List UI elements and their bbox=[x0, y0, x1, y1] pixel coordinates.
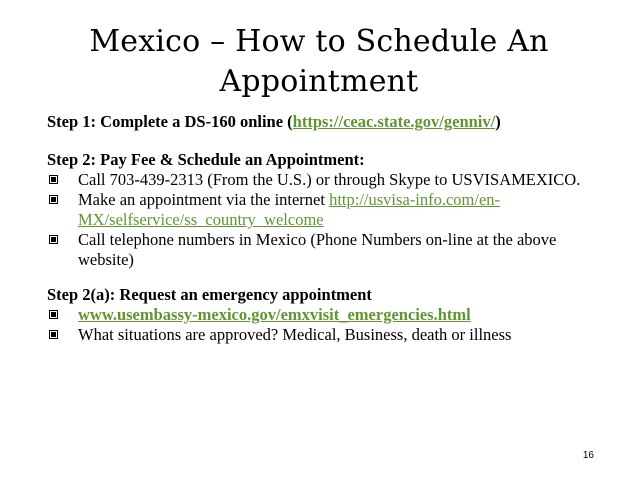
list-item bbox=[47, 230, 612, 270]
bullet-text: Call 703-439-2313 (From the U.S.) or through Skype to USVISAMEXICO. bbox=[78, 170, 581, 189]
bullet-text: Make an appointment via the internet bbox=[78, 190, 330, 209]
page-number: 16 bbox=[582, 450, 594, 461]
bullet-text-with-link bbox=[78, 190, 612, 230]
step-2-list bbox=[47, 170, 612, 270]
slide-title bbox=[60, 22, 578, 102]
slide-body bbox=[47, 112, 612, 345]
step-1-suffix: ) bbox=[495, 112, 501, 131]
list-item bbox=[47, 190, 612, 230]
square-bullet-icon bbox=[49, 175, 58, 184]
step-2a-list bbox=[47, 305, 612, 345]
step-1-prefix: Step 1: Complete a DS-160 online ( bbox=[47, 112, 293, 131]
list-item bbox=[47, 305, 612, 325]
square-bullet-icon bbox=[49, 235, 58, 244]
usvisa-info-link[interactable]: http://usvisa-info.com/en-MX/selfservice/ss_country_welcome bbox=[78, 190, 501, 229]
square-bullet-icon bbox=[49, 310, 58, 319]
title-line-2: Appointment bbox=[219, 64, 419, 99]
emergency-link[interactable]: www.usembassy-mexico.gov/emxvisit_emergencies.html bbox=[78, 305, 471, 324]
ds160-link[interactable]: https://ceac.state.gov/genniv/ bbox=[292, 112, 496, 131]
bullet-text: What situations are approved? Medical, Business, death or illness bbox=[78, 325, 512, 344]
list-item bbox=[47, 170, 612, 190]
square-bullet-icon bbox=[49, 195, 58, 204]
list-item bbox=[47, 325, 612, 345]
step-2a-heading: Step 2(a): Request an emergency appointment bbox=[47, 285, 372, 304]
bullet-text: Call telephone numbers in Mexico (Phone Numbers on-line at the above website) bbox=[78, 230, 557, 269]
step-2-heading: Step 2: Pay Fee & Schedule an Appointment: bbox=[47, 150, 365, 169]
step-1-heading bbox=[47, 112, 612, 132]
square-bullet-icon bbox=[49, 330, 58, 339]
title-line-1: Mexico – How to Schedule An bbox=[89, 24, 549, 59]
